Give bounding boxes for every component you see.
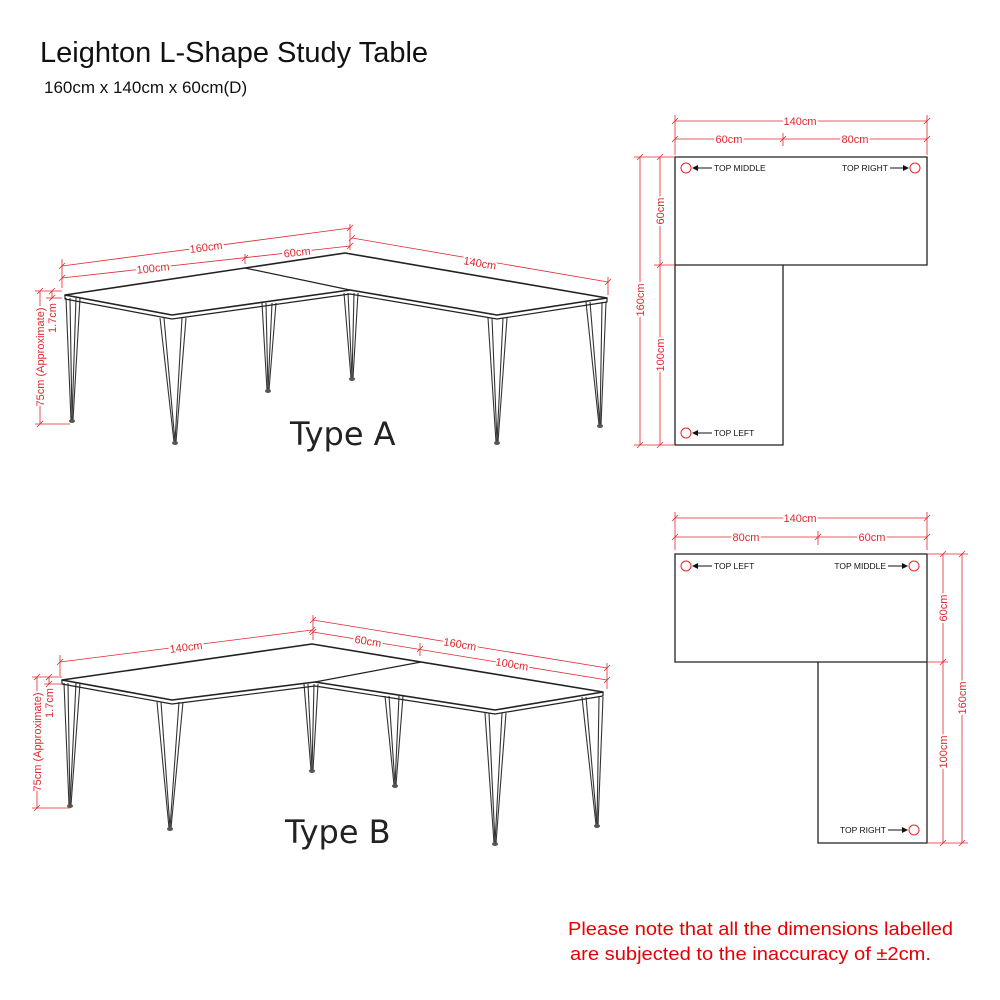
dim-label-width-right: 80cm bbox=[841, 134, 869, 146]
hairpin-leg bbox=[66, 298, 80, 423]
type-b-plan bbox=[675, 512, 969, 843]
dim-label-side: 140cm bbox=[462, 255, 498, 273]
corner-label-top-middle: TOP MIDDLE bbox=[714, 163, 766, 173]
leg-foot bbox=[594, 824, 600, 828]
hairpin-leg bbox=[64, 683, 80, 808]
type-a-plan bbox=[634, 115, 927, 445]
leg-foot bbox=[494, 441, 500, 445]
corner-label-top-middle: TOP MIDDLE bbox=[834, 561, 886, 571]
hairpin-leg bbox=[160, 318, 186, 445]
leg-rod bbox=[171, 702, 183, 828]
tolerance-note-line-1: Please note that all the dimensions labelled bbox=[568, 919, 953, 939]
corner-label-top-left: TOP LEFT bbox=[714, 561, 755, 571]
corner-label-top-right: TOP RIGHT bbox=[840, 825, 886, 835]
type-b-plan-outline bbox=[675, 554, 927, 843]
dim-label-height: 75cm (Approximate) bbox=[32, 692, 44, 792]
type-b-perspective bbox=[32, 615, 607, 851]
dim-label-depth: 160cm bbox=[957, 681, 969, 715]
dim-label-thickness: 1.7cm bbox=[47, 303, 59, 333]
type-a-perspective bbox=[35, 224, 608, 453]
dim-label-depth: 160cm bbox=[635, 283, 647, 317]
leg-foot bbox=[349, 377, 355, 381]
dim-label-width-left: 60cm bbox=[715, 134, 743, 146]
leg-foot bbox=[167, 827, 173, 831]
leg-foot bbox=[309, 769, 315, 773]
dim-label-width-right: 60cm bbox=[858, 532, 886, 544]
dim-label-segment-100: 100cm bbox=[494, 656, 530, 674]
dim-label-depth-top: 60cm bbox=[655, 197, 667, 225]
tolerance-note-line-2: are subjected to the inaccuracy of ±2cm. bbox=[570, 944, 931, 964]
leg-foot bbox=[492, 842, 498, 846]
hairpin-leg bbox=[304, 684, 318, 773]
hairpin-leg bbox=[485, 713, 506, 846]
hairpin-leg bbox=[385, 696, 403, 788]
corner-label-top-right: TOP RIGHT bbox=[842, 163, 888, 173]
dim-label-thickness: 1.7cm bbox=[44, 688, 56, 718]
type-b-label: Type B bbox=[285, 813, 391, 851]
dim-label-height: 75cm (Approximate) bbox=[35, 307, 47, 407]
leg-foot bbox=[597, 424, 603, 428]
dim-label-depth-bottom: 100cm bbox=[938, 735, 950, 769]
dim-label-segment-60: 60cm bbox=[353, 633, 383, 651]
type-a-tabletop bbox=[65, 253, 607, 315]
leg-rod bbox=[157, 702, 169, 828]
hairpin-leg bbox=[586, 302, 606, 428]
leg-rod bbox=[590, 302, 600, 425]
type-a-plan-outline bbox=[675, 157, 927, 445]
leg-rod bbox=[164, 318, 175, 442]
hairpin-leg bbox=[488, 318, 507, 445]
dim-label-width: 140cm bbox=[783, 513, 817, 525]
leg-rod bbox=[586, 697, 597, 825]
dim-label-segment-60: 60cm bbox=[283, 245, 312, 261]
dim-label-overall: 160cm bbox=[442, 636, 478, 654]
hairpin-leg bbox=[344, 293, 358, 381]
dim-label-depth-top: 60cm bbox=[938, 594, 950, 622]
leg-rod bbox=[161, 702, 170, 828]
page-title: Leighton L-Shape Study Table bbox=[40, 37, 429, 69]
dim-label-depth-bottom: 100cm bbox=[655, 338, 667, 372]
dim-label-overall: 160cm bbox=[188, 239, 224, 257]
leg-rod bbox=[586, 302, 599, 425]
leg-rod bbox=[170, 702, 179, 828]
leg-foot bbox=[392, 784, 398, 788]
dim-label-segment-100: 100cm bbox=[136, 261, 171, 277]
dim-label-width: 140cm bbox=[783, 116, 817, 128]
leg-foot bbox=[67, 804, 73, 808]
leg-rod bbox=[160, 318, 174, 442]
dim-label-width-left: 80cm bbox=[732, 532, 760, 544]
leg-rod bbox=[582, 697, 596, 825]
hairpin-leg bbox=[582, 697, 603, 828]
leg-foot bbox=[69, 419, 75, 423]
type-a-label: Type A bbox=[290, 415, 396, 453]
hairpin-leg bbox=[262, 303, 276, 393]
dim-label-side: 140cm bbox=[168, 639, 204, 657]
leg-foot bbox=[172, 441, 178, 445]
leg-foot bbox=[265, 389, 271, 393]
page-subtitle: 160cm x 140cm x 60cm(D) bbox=[44, 78, 248, 97]
corner-label-top-left: TOP LEFT bbox=[714, 428, 755, 438]
hairpin-leg bbox=[157, 702, 183, 831]
